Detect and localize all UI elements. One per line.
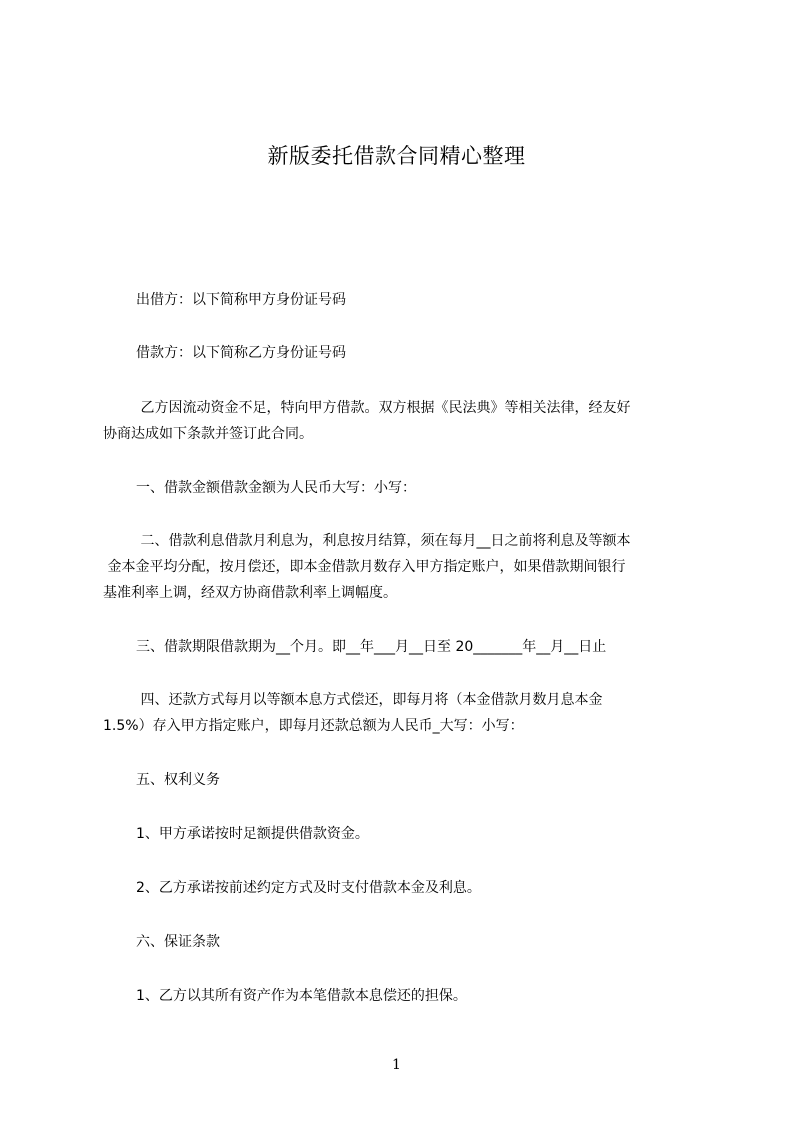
clause-4-line-2: 1.5%）存入甲方指定账户，即每月还款总额为人民币_大写：小写： (103, 718, 524, 734)
clause-5-item-2: 2、乙方承诺按前述约定方式及时支付借款本金及利息。 (136, 880, 481, 896)
clause-2-line-1: 二、借款利息借款月利息为，利息按月结算，须在每月__日之前将利息及等额本 (136, 533, 631, 549)
document-title: 新版委托借款合同精心整理 (267, 144, 526, 168)
clause-6-item-1: 1、乙方以其所有资产作为本笔借款本息偿还的担保。 (136, 988, 467, 1004)
clause-5-item-1: 1、甲方承诺按时足额提供借款资金。 (136, 826, 369, 842)
intro-paragraph-line-1: 乙方因流动资金不足，特向甲方借款。双方根据《民法典》等相关法律，经友好 (136, 400, 631, 416)
clause-1-amount: 一、借款金额借款金额为人民币大写：小写： (136, 480, 416, 496)
intro-paragraph-line-2: 协商达成如下条款并签订此合同。 (103, 426, 313, 442)
clause-4-line-1: 四、还款方式每月以等额本息方式偿还，即每月将（本金借款月数月息本金 (136, 692, 603, 708)
clause-2-line-2: 金本金平均分配，按月偿还，即本金借款月数存入甲方指定账户，如果借款期间银行 (103, 559, 626, 575)
clause-6-heading: 六、保证条款 (136, 934, 220, 950)
clause-2-line-3: 基准利率上调，经双方协商借款利率上调幅度。 (103, 585, 397, 601)
clause-3-term: 三、借款期限借款期为__个月。即__年___月__日至 20_______年__月__日止 (136, 639, 607, 655)
page-number: 1 (392, 1057, 401, 1073)
borrower-line: 借款方：以下简称乙方身份证号码 (136, 345, 346, 361)
lender-line: 出借方：以下简称甲方身份证号码 (136, 292, 346, 308)
clause-5-heading: 五、权利义务 (136, 772, 220, 788)
